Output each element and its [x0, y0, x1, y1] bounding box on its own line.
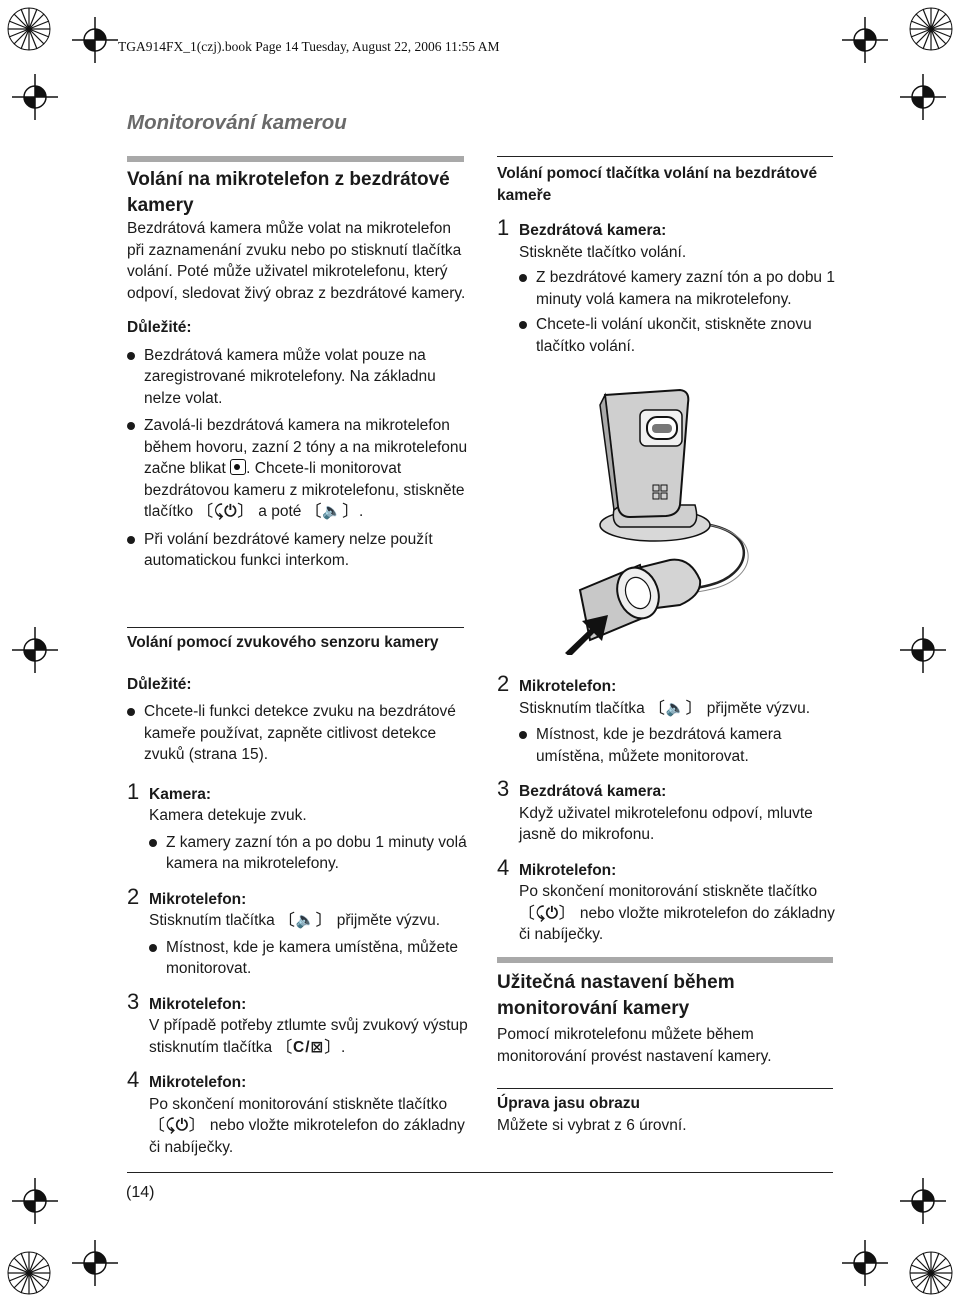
sound-important-label: Důležité: — [127, 675, 192, 693]
sound-sensor-heading: Volání pomocí zvukového senzoru kamery — [127, 634, 439, 651]
bullet-registered-only — [127, 345, 472, 410]
call-step-1 — [497, 215, 837, 357]
speaker-key-icon: 〔🔈〕 — [305, 503, 360, 520]
book-header-line: TGA914FX_1(czj).book Page 14 Tuesday, August 22, 2006 11:55 AM — [118, 39, 500, 54]
sound-step-1 — [127, 778, 472, 875]
bullet-text: Z bezdrátové kamery zazní tón a po dobu 1 minuty volá kamera na mikrotelefony. — [536, 269, 835, 308]
bullet-text: Chcete-li volání ukončit, stiskněte znovu tlačítko volání. — [536, 316, 812, 355]
starburst-mark-icon — [6, 1250, 52, 1296]
registration-mark-icon — [842, 17, 888, 63]
step-bullet — [149, 937, 472, 980]
speaker-key-icon: 〔🔈〕 — [649, 699, 703, 717]
step-number: 2 — [127, 883, 140, 909]
brightness-section — [497, 1093, 837, 1136]
starburst-mark-icon — [6, 6, 52, 52]
brightness-heading: Úprava jasu obrazu — [497, 1095, 640, 1112]
step-text — [149, 910, 472, 932]
step-number: 3 — [127, 988, 140, 1014]
call-step-3 — [497, 776, 837, 846]
registration-mark-icon — [72, 17, 118, 63]
right-heading-rule — [497, 156, 833, 157]
step-head: Bezdrátová kamera: — [519, 222, 667, 239]
step-text: Stiskněte tlačítko volání. — [519, 243, 687, 261]
bullet-text: Místnost, kde je bezdrátová kamera umístěna, můžete monitorovat. — [536, 726, 782, 765]
step-number: 4 — [497, 854, 510, 880]
talk-off-key-icon: 〔⤹⏻〕 — [519, 904, 576, 922]
starburst-mark-icon — [908, 1250, 954, 1296]
step-text — [519, 698, 837, 720]
speaker-key-icon: 〔🔈〕 — [279, 912, 333, 929]
step-head: Kamera: — [149, 785, 212, 803]
step-text-a: Stisknutím tlačítka — [519, 699, 645, 717]
bullet-text: Z kamery zazní tón a po dobu 1 minuty volá kamera na mikrotelefony. — [166, 833, 467, 872]
registration-mark-icon — [900, 1178, 946, 1224]
bullet-no-intercom — [127, 529, 472, 572]
bullet-text: Chcete-li funkci detekce zvuku na bezdrátové kameře používat, zapněte citlivost detekce zvuků (strana 15). — [144, 703, 456, 763]
step-head: Mikrotelefon: — [149, 995, 247, 1013]
step-bullet — [519, 267, 837, 310]
sound-step-3 — [127, 988, 472, 1059]
bullet-sound-sensitivity — [127, 701, 472, 766]
step-head: Mikrotelefon: — [149, 890, 247, 908]
step-number: 1 — [127, 778, 140, 804]
step-bullet — [519, 724, 837, 767]
step-number: 4 — [127, 1067, 140, 1092]
settings-heading-rule — [497, 957, 833, 963]
step-bullet — [519, 314, 837, 357]
bullet-text: Zavolá-li bezdrátová kamera na mikrotelefon během hovoru, zazní 2 tóny a na mikrotelefonu začne blikat — [144, 417, 468, 477]
talk-off-key-icon: 〔⤹⏻〕 — [149, 1117, 206, 1134]
step-head: Mikrotelefon: — [519, 861, 617, 879]
bullet-text-then: a poté — [258, 503, 302, 520]
settings-text: Pomocí mikrotelefonu můžete během monitorování provést nastavení kamery. — [497, 1026, 772, 1065]
page-number: (14) — [126, 1184, 155, 1201]
settings-heading: Užitečná nastavení během monitorování kamery — [497, 972, 735, 1019]
starburst-mark-icon — [908, 6, 954, 52]
step-number: 3 — [497, 776, 510, 801]
brightness-heading-rule — [497, 1088, 833, 1089]
left-column-upper — [127, 167, 472, 572]
camera-blink-icon — [230, 459, 246, 475]
step-bullet — [149, 832, 472, 875]
left-heading-rule — [127, 156, 464, 162]
registration-mark-icon — [72, 1240, 118, 1286]
step-text-a: Po skončení monitorování stiskněte tlačítko — [519, 883, 818, 900]
right-column-upper — [497, 163, 837, 357]
registration-mark-icon — [12, 1178, 58, 1224]
step-number: 1 — [497, 215, 510, 240]
registration-mark-icon — [12, 74, 58, 120]
step-text-b: přijměte výzvu. — [706, 699, 811, 717]
step-text: Kamera detekuje zvuk. — [149, 807, 307, 824]
key-label: C/ — [293, 1038, 311, 1056]
registration-mark-icon — [12, 627, 58, 673]
registration-mark-icon — [900, 74, 946, 120]
call-button-heading: Volání pomocí tlačítka volání na bezdrátové kameře — [497, 165, 818, 204]
registration-mark-icon — [900, 627, 946, 673]
sound-step-4 — [127, 1067, 472, 1158]
step-text-a: V případě potřeby ztlumte svůj zvukový výstup stisknutím tlačítka — [149, 1017, 468, 1056]
talk-off-key-icon: 〔⤹⏻〕 — [197, 503, 254, 520]
left-column-lower — [127, 632, 472, 1158]
step-text-b: . — [341, 1038, 346, 1056]
bullet-text: Při volání bezdrátové kamery nelze použít automatickou funkci interkom. — [144, 530, 433, 569]
bullet-text-tail: . Chcete-li monitorovat bezdrátovou kameru z mikrotelefonu, stiskněte tlačítko — [144, 460, 465, 520]
step-text-a: Po skončení monitorování stiskněte tlačítko — [149, 1095, 448, 1113]
bullet-during-call: Zavolá-li bezdrátová kamera na mikrotelefon během hovoru, zazní 2 tóny a na mikrotelefonu začne blikat . Chcete-li monitorovat bezdrátovou kameru z mikrotelefonu, stiskněte tlačítko 〔⤹⏻〕 a poté 〔🔈〕. — [127, 415, 472, 523]
bullet-text: Bezdrátová kamera může volat pouze na zaregistrované mikrotelefony. Na základnu nelze volat. — [144, 346, 436, 407]
step-text-b: nebo vložte mikrotelefon do základny či nabíječky. — [519, 904, 835, 943]
call-handset-heading: Volání na mikrotelefon z bezdrátové kamery — [127, 169, 450, 216]
step-text — [149, 1015, 472, 1058]
brightness-text: Můžete si vybrat z 6 úrovní. — [497, 1116, 687, 1134]
important-label: Důležité: — [127, 319, 192, 336]
step-text-a: Stisknutím tlačítka — [149, 912, 275, 929]
footer-rule — [127, 1172, 833, 1173]
step-number: 2 — [497, 671, 510, 696]
step-text-b: přijměte výzvu. — [336, 912, 441, 929]
section-title: Monitorování kamerou — [127, 111, 347, 134]
settings-section — [497, 970, 837, 1067]
step-head: Bezdrátová kamera: — [519, 783, 667, 800]
step-text: Když uživatel mikrotelefonu odpoví, mluvte jasně do mikrofonu. — [519, 804, 813, 843]
step-head: Mikrotelefon: — [149, 1074, 247, 1091]
sound-step-2 — [127, 883, 472, 980]
step-text-b: nebo vložte mikrotelefon do základny či nabíječky. — [149, 1117, 465, 1156]
call-step-4 — [497, 854, 837, 946]
step-head: Mikrotelefon: — [519, 678, 617, 695]
step-text — [149, 1094, 472, 1159]
clear-mute-key-icon: 〔C/⊠〕 — [276, 1038, 342, 1056]
wireless-camera-illustration — [560, 385, 780, 655]
call-intro-text: Bezdrátová kamera může volat na mikrotelefon při zaznamenání zvuku nebo po stisknutí tlačítka volání. Poté může uživatel mikrotelefonu, který odpoví, sledovat živý obraz z bezdrátové kamery. — [127, 220, 466, 302]
registration-mark-icon — [842, 1240, 888, 1286]
step-text — [519, 881, 837, 946]
bullet-text: Místnost, kde je kamera umístěna, můžete monitorovat. — [166, 938, 459, 977]
call-step-2 — [497, 671, 837, 767]
sound-heading-rule — [127, 627, 464, 628]
right-column-lower — [497, 671, 837, 946]
